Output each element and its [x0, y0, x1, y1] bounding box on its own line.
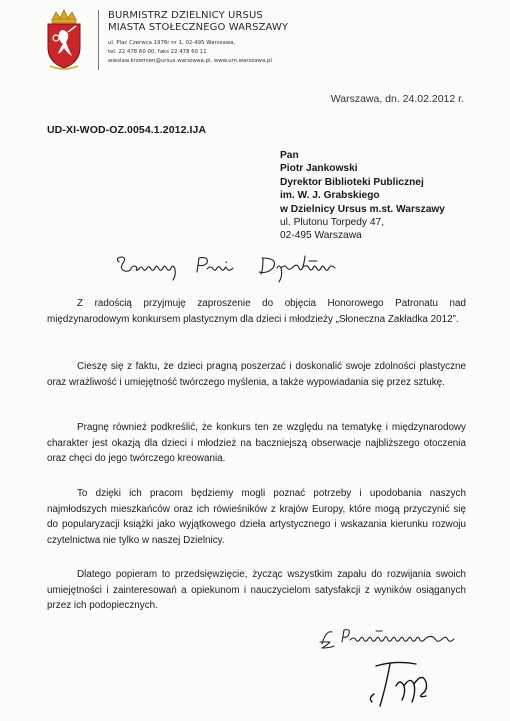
recipient-line: Dyrektor Biblioteki Publicznej — [280, 176, 424, 188]
recipient-line: 02-495 Warszawa — [280, 230, 362, 242]
handwritten-salutation — [113, 252, 393, 286]
recipient-line: im. W. J. Grabskiego — [280, 190, 380, 202]
body-paragraph — [47, 486, 466, 548]
warsaw-coat-of-arms-icon — [42, 8, 86, 70]
body-paragraph — [47, 420, 466, 467]
handwritten-closing — [318, 622, 468, 652]
letter-date: Warszawa, dn. 24.02.2012 r. — [330, 93, 464, 105]
salutation-text — [113, 252, 340, 271]
paragraph-text: Dlatego popieram to przedsięwzięcie, życząc wszystkim zapału do rozwijania swoich umiejętności i zainteresowań a opiekunom i nauczycielom satysfakcji z wyników osiąganych przez ich podopiecznych. — [47, 569, 466, 612]
recipient-block — [280, 149, 500, 243]
paragraph-text: Pragnę również podkreślić, że konkurs ten ze względu na tematykę i międzynarodowy charakter jest okazją dla dzieci i młodzież na baczniejszą obserwacje najbliższego otoczenia oraz chęci do jego twórczego kreowania. — [47, 422, 466, 465]
closing-text — [318, 622, 435, 641]
header-divider — [98, 10, 99, 70]
letterhead-address: ul. Plac Czerwca 1976r nr 1, 02-495 Warszawa, — [108, 40, 236, 46]
body-paragraph — [47, 567, 466, 614]
org-name-line-2: MIASTA STOŁECZNEGO WARSZAWY — [108, 22, 289, 33]
paragraph-text: To dzięki ich pracom będziemy mogli poznać potrzeby i upodobania naszych najmłodszych mieszkańców oraz ich rówieśników z krajów Europy, które mogą przyczynić się do popularyzacji książki jako wyjątkowego dzieła artystycznego i wskazania kierunku rozwoju czytelnictwa nie tylko w naszej Dzielnicy. — [47, 488, 466, 546]
recipient-line: ul. Plutonu Torpedy 47, — [280, 217, 385, 229]
body-paragraph — [47, 359, 466, 390]
letterhead — [108, 10, 368, 66]
recipient-line: Piotr Jankowski — [280, 163, 358, 175]
handwritten-signature-icon — [356, 656, 476, 716]
letterhead-phone: tel. 22 478 60 00, faks 22 478 60 11 — [108, 49, 207, 55]
recipient-line: w Dzielnicy Ursus m.st. Warszawy — [280, 203, 445, 215]
paragraph-text: Z radością przyjmuję zaproszenie do objęcia Honorowego Patronatu nad międzynarodowym konkursem plastycznym dla dzieci i młodzieży „Słoneczna Zakładka 2012”. — [47, 298, 466, 325]
recipient-line: Pan — [280, 150, 299, 161]
org-name-line-1: BURMISTRZ DZIELNICY URSUS — [108, 10, 263, 21]
body-paragraph — [47, 296, 466, 327]
reference-number: UD-XI-WOD-OZ.0054.1.2012.IJA — [47, 124, 207, 136]
paragraph-text: Cieszę się z faktu, że dzieci pragną poszerzać i doskonalić swoje zdolności plastyczne oraz wrażliwość i umiejętność twórczego myślenia, a także wypowiadania się przez sztukę. — [47, 361, 466, 388]
letterhead-contact: wieslaw.krzemien@ursus.warszawa.pl, www.um.warszawa.pl — [108, 58, 272, 64]
